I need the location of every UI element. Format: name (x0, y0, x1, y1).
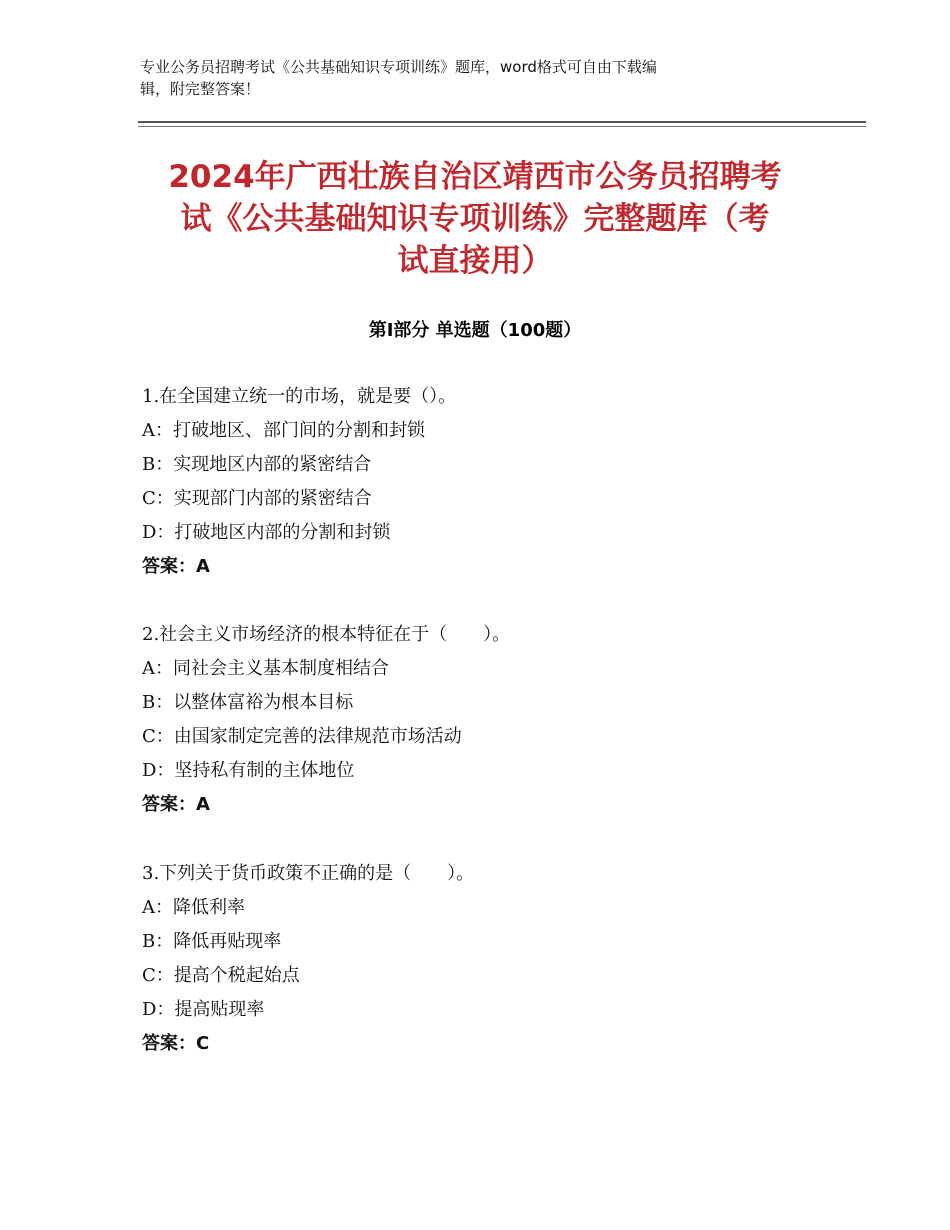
title-line-3: 试直接用） (397, 243, 553, 279)
title-line-1: 2024年广西壮族自治区靖西市公务员招聘考 (168, 159, 782, 195)
option-d: D：打破地区内部的分割和封锁 (142, 522, 391, 543)
header-divider (138, 121, 866, 123)
option-a: A：降低利率 (142, 897, 245, 918)
answer: 答案：A (142, 794, 210, 815)
header-note-line-1: 专业公务员招聘考试《公共基础知识专项训练》题库，word格式可自由下载编 (140, 58, 657, 76)
option-b: B：降低再贴现率 (142, 931, 282, 952)
answer: 答案：C (142, 1033, 210, 1054)
question-2 (142, 618, 862, 822)
option-c: C：由国家制定完善的法律规范市场活动 (142, 726, 462, 747)
option-d: D：坚持私有制的主体地位 (142, 760, 355, 781)
option-c: C：实现部门内部的紧密结合 (142, 488, 372, 509)
option-b: B：实现地区内部的紧密结合 (142, 454, 372, 475)
question-stem: 3.下列关于货币政策不正确的是（ ）。 (142, 863, 475, 884)
answer: 答案：A (142, 556, 210, 577)
header-divider-thin (138, 126, 866, 127)
question-3 (142, 857, 862, 1061)
option-d: D：提高贴现率 (142, 999, 265, 1020)
title-line-2: 试《公共基础知识专项训练》完整题库（考 (180, 201, 770, 237)
header-note (140, 56, 780, 100)
question-stem: 1.在全国建立统一的市场，就是要（）。 (142, 386, 457, 407)
question-1 (142, 380, 862, 584)
option-b: B：以整体富裕为根本目标 (142, 692, 354, 713)
option-a: A：同社会主义基本制度相结合 (142, 658, 389, 679)
option-a: A：打破地区、部门间的分割和封锁 (142, 420, 425, 441)
document-title (130, 156, 820, 282)
section-title: 第Ⅰ部分 单选题（100题） (368, 320, 582, 341)
header-note-line-2: 辑，附完整答案！ (140, 80, 261, 98)
option-c: C：提高个税起始点 (142, 965, 300, 986)
question-stem: 2.社会主义市场经济的根本特征在于（ ）。 (142, 624, 511, 645)
